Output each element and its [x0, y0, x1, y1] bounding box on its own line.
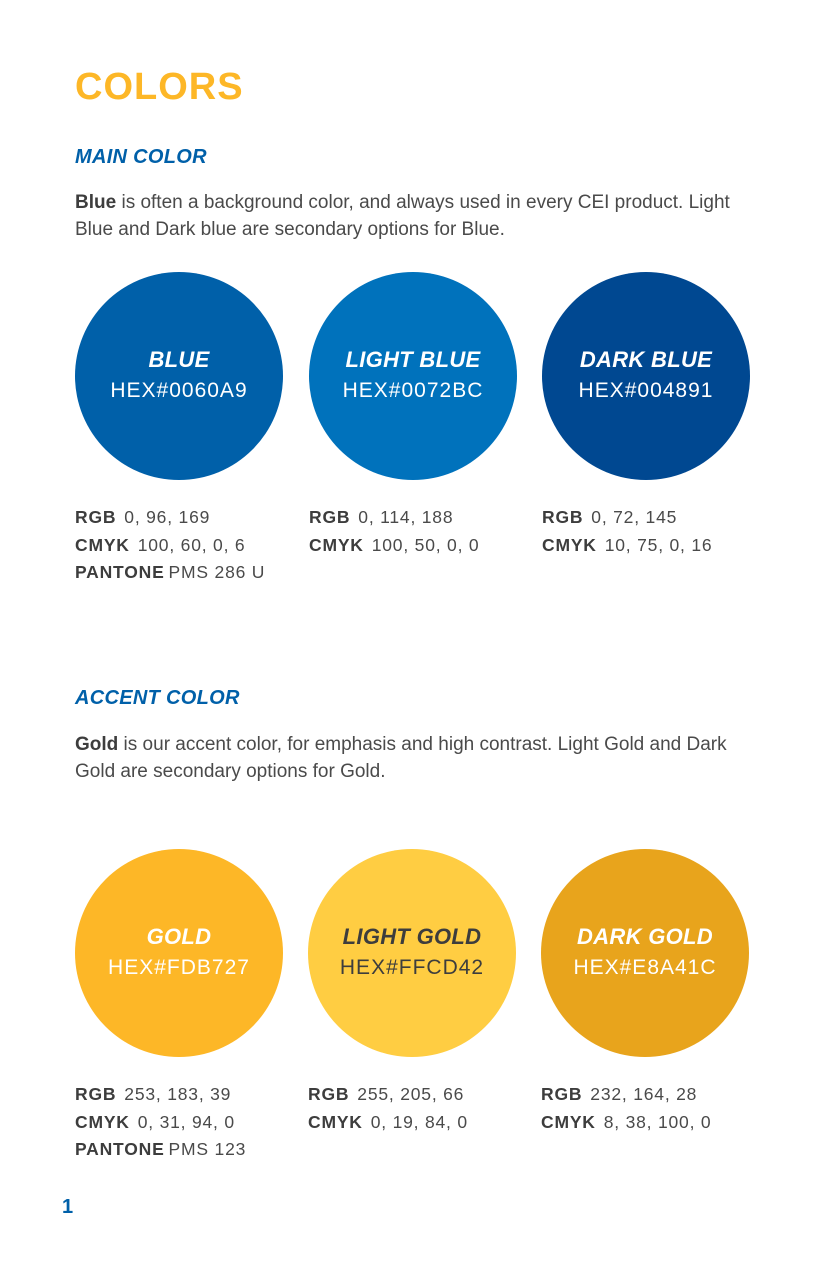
rgb-value: 232, 164, 28 [590, 1084, 698, 1104]
cmyk-value: 0, 31, 94, 0 [137, 1111, 235, 1132]
swatch-name: DARK BLUE [579, 347, 713, 372]
swatch-light-gold [308, 849, 518, 1136]
cmyk-value: 10, 75, 0, 16 [604, 534, 713, 555]
rgb-value: 0, 96, 169 [124, 507, 211, 527]
pantone-row [75, 1136, 285, 1164]
swatch-dark-blue [542, 272, 752, 559]
accent-color-intro [75, 731, 755, 785]
swatch-blue [75, 272, 285, 587]
swatch-hex: HEX#FDB727 [108, 956, 250, 979]
swatch-circle [541, 849, 749, 1057]
swatch-name: GOLD [146, 924, 212, 949]
swatch-specs [75, 1081, 285, 1164]
cmyk-row [541, 1109, 751, 1137]
rgb-label: RGB [308, 1084, 350, 1104]
pantone-row [75, 559, 285, 587]
swatch-light-blue [309, 272, 519, 559]
swatch-specs [309, 504, 519, 559]
page-number: 1 [62, 1196, 74, 1218]
swatch-name: DARK GOLD [577, 924, 713, 949]
cmyk-value: 0, 19, 84, 0 [370, 1111, 468, 1132]
cmyk-label: CMYK [542, 534, 597, 555]
swatch-name: LIGHT GOLD [342, 924, 482, 949]
cmyk-row [309, 532, 519, 560]
rgb-value: 0, 72, 145 [591, 507, 678, 527]
cmyk-row [542, 532, 752, 560]
cmyk-value: 100, 50, 0, 0 [371, 534, 480, 555]
rgb-row [75, 504, 285, 532]
swatch-circle [308, 849, 516, 1057]
rgb-row [308, 1081, 518, 1109]
swatch-gold [75, 849, 285, 1164]
swatch-dark-gold [541, 849, 751, 1136]
page-title: COLORS [75, 66, 244, 108]
rgb-row [541, 1081, 751, 1109]
rgb-label: RGB [542, 507, 584, 527]
cmyk-label: CMYK [308, 1111, 363, 1132]
main-color-intro-text: is often a background color, and always used in every CEI product. Light Blue and Dark blue are secondary options for Blue. [75, 192, 730, 240]
swatch-specs [541, 1081, 751, 1136]
swatch-name: BLUE [148, 347, 210, 372]
rgb-row [75, 1081, 285, 1109]
cmyk-label: CMYK [75, 534, 130, 555]
swatch-hex: HEX#0072BC [342, 379, 484, 402]
main-color-heading: MAIN COLOR [75, 146, 207, 168]
swatch-circle [75, 849, 283, 1057]
rgb-value: 253, 183, 39 [124, 1084, 232, 1104]
swatch-hex: HEX#E8A41C [573, 956, 717, 979]
rgb-row [542, 504, 752, 532]
main-color-intro [75, 189, 755, 243]
swatch-circle [75, 272, 283, 480]
swatch-circle [542, 272, 750, 480]
pantone-label: PANTONE [75, 1139, 165, 1159]
cmyk-label: CMYK [309, 534, 364, 555]
cmyk-value: 8, 38, 100, 0 [603, 1111, 712, 1132]
swatch-name: LIGHT BLUE [345, 347, 481, 372]
rgb-label: RGB [541, 1084, 583, 1104]
rgb-row [309, 504, 519, 532]
swatch-specs [308, 1081, 518, 1136]
rgb-label: RGB [75, 507, 117, 527]
cmyk-row [75, 532, 285, 560]
accent-color-heading: ACCENT COLOR [75, 687, 240, 709]
swatch-hex: HEX#004891 [578, 379, 714, 402]
rgb-value: 0, 114, 188 [358, 507, 454, 527]
pantone-label: PANTONE [75, 562, 165, 582]
swatch-specs [75, 504, 285, 587]
main-color-intro-bold: Blue [75, 192, 117, 213]
cmyk-label: CMYK [541, 1111, 596, 1132]
accent-color-intro-text: is our accent color, for emphasis and high contrast. Light Gold and Dark Gold are secondary options for Gold. [75, 734, 727, 782]
cmyk-row [308, 1109, 518, 1137]
cmyk-row [75, 1109, 285, 1137]
swatch-hex: HEX#FFCD42 [339, 956, 485, 979]
rgb-label: RGB [309, 507, 351, 527]
cmyk-label: CMYK [75, 1111, 130, 1132]
swatch-hex: HEX#0060A9 [110, 379, 248, 402]
rgb-label: RGB [75, 1084, 117, 1104]
pantone-value: PMS 123 [168, 1139, 247, 1159]
swatch-circle [309, 272, 517, 480]
cmyk-value: 100, 60, 0, 6 [137, 534, 246, 555]
rgb-value: 255, 205, 66 [357, 1084, 465, 1104]
accent-color-intro-bold: Gold [75, 734, 119, 755]
swatch-specs [542, 504, 752, 559]
pantone-value: PMS 286 U [168, 562, 266, 582]
